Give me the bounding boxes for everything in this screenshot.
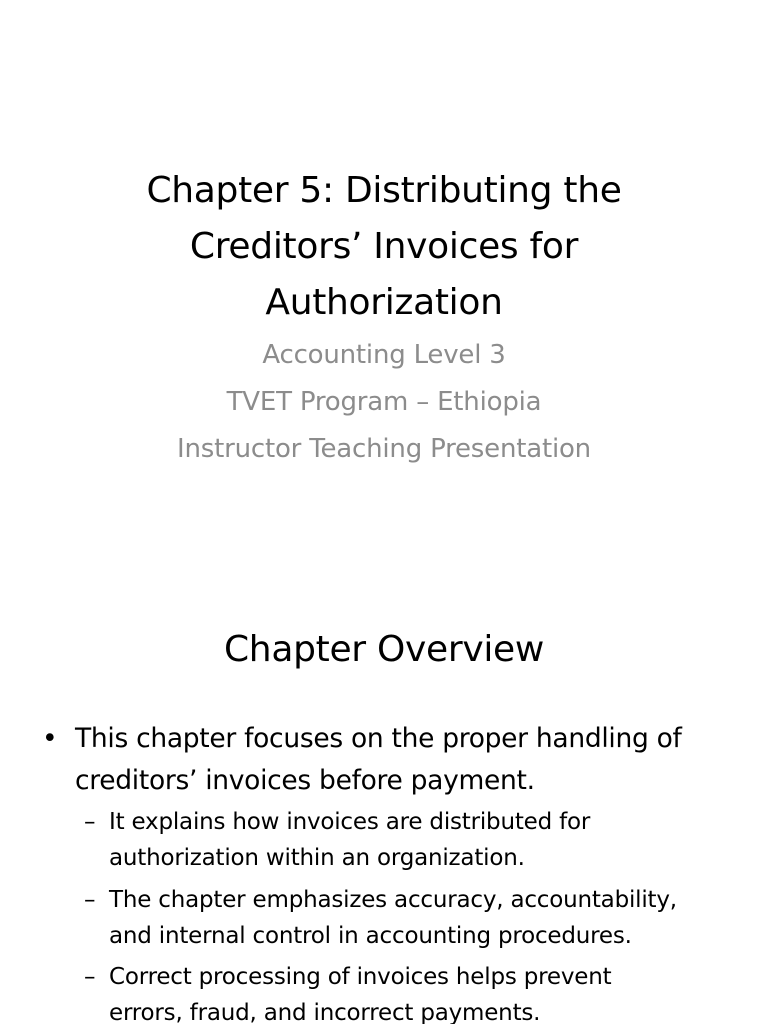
sub-bullet-text — [109, 804, 744, 876]
bullet-text-line: This chapter focuses on the proper handling of — [75, 723, 682, 754]
slide-title-line: Chapter 5: Distributing the — [146, 170, 622, 211]
subtitle-line-program: TVET Program – Ethiopia — [226, 387, 542, 417]
sub-bullet-text-line: and internal control in accounting procedures. — [109, 923, 632, 949]
slide-title — [60, 163, 708, 331]
slide-title-line: Authorization — [265, 282, 503, 323]
sub-bullet-marker: – — [84, 809, 96, 835]
sub-bullet-text-line: The chapter emphasizes accuracy, accountability, — [109, 887, 677, 913]
overview-slide — [0, 576, 768, 1024]
bullet-item — [42, 718, 742, 802]
sub-bullet-text-line: It explains how invoices are distributed for — [109, 809, 591, 835]
sub-bullet-text-line: errors, fraud, and incorrect payments. — [109, 1000, 541, 1024]
sub-bullet-item — [84, 959, 744, 1024]
slide-subtitle — [60, 332, 708, 473]
sub-bullet-marker: – — [84, 964, 96, 990]
subtitle-line-presentation: Instructor Teaching Presentation — [177, 434, 591, 464]
sub-bullet-item — [84, 882, 744, 954]
subtitle-line-course: Accounting Level 3 — [262, 340, 506, 370]
sub-bullet-text-line: authorization within an organization. — [109, 845, 525, 871]
overview-title: Chapter Overview — [223, 629, 545, 670]
sub-bullet-text-line: Correct processing of invoices helps prevent — [109, 964, 612, 990]
sub-bullet-text — [109, 959, 744, 1024]
bullet-marker: • — [42, 723, 58, 754]
slide-title-line: Creditors’ Invoices for — [189, 226, 579, 267]
bullet-text-line: creditors’ invoices before payment. — [75, 765, 535, 796]
bullet-text — [75, 718, 742, 802]
sub-bullet-text — [109, 882, 744, 954]
sub-bullet-marker: – — [84, 887, 96, 913]
sub-bullet-item — [84, 804, 744, 876]
